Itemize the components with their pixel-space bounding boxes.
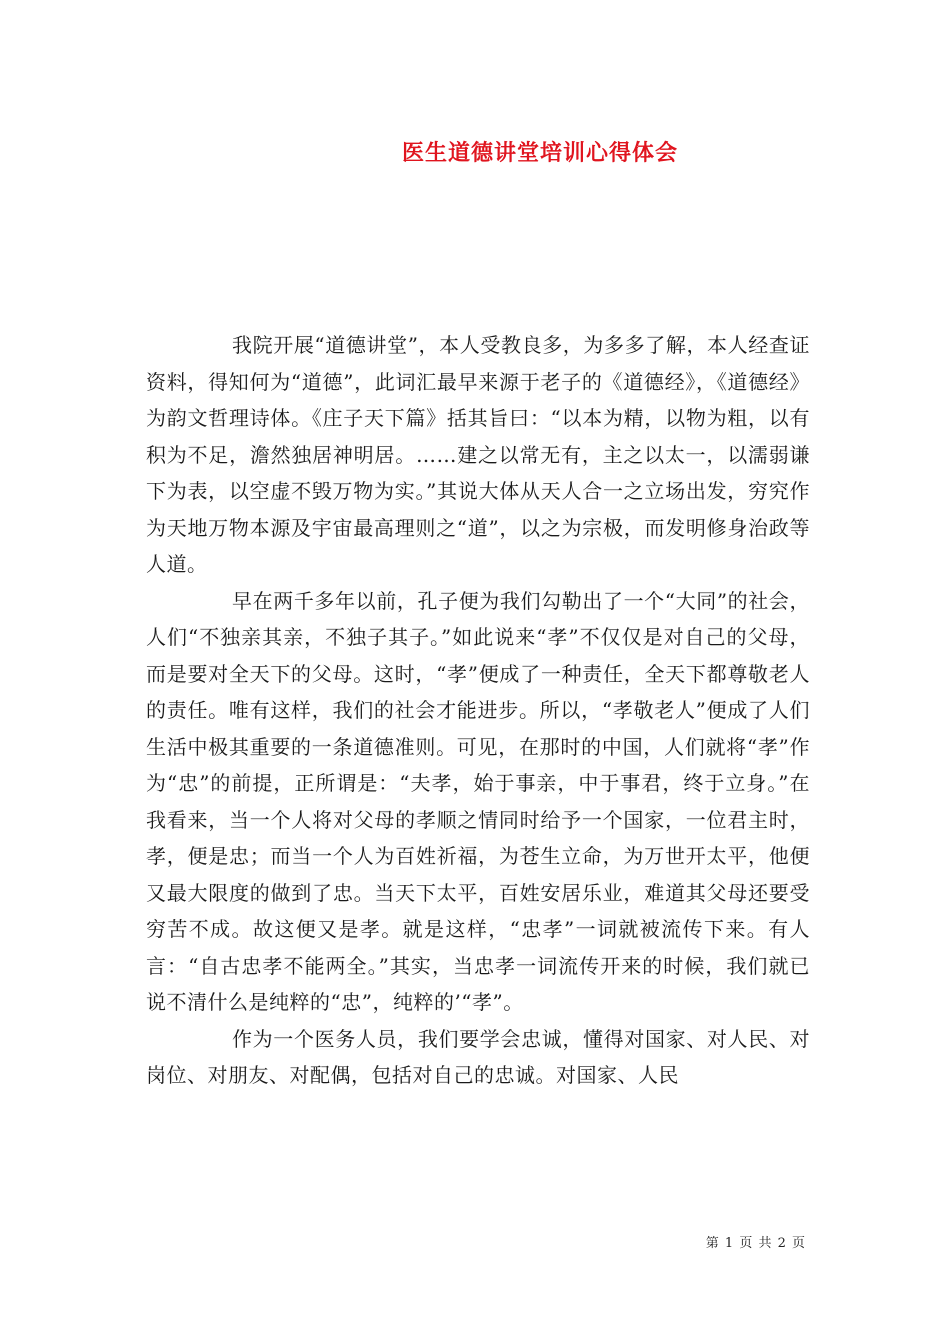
paragraph: 早在两千多年以前，孔子便为我们勾勒出了一个“大同”的社会，人们“不独亲其亲，不独子其子。”如此说来“孝”不仅仅是对自己的父母，而是要对全天下的父母。这时，“孝”便成了一种责任，全天下都尊敬老人的责任。唯有这样，我们的社会才能进步。所以，“孝敬老人”便成了人们生活中极其重要的一条道德准则。可见，在那时的中国，人们就将“孝”作为“忠”的前提，正所谓是：“夫孝，始于事亲，中于事君，终于立身。”在我看来，当一个人将对父母的孝顺之情同时给予一个国家，一位君主时，孝，便是忠；而当一个人为百姓祈福，为苍生立命，为万世开太平，他便又最大限度的做到了忠。当天下太平，百姓安居乐业，难道其父母还要受穷苦不成。故这便又是孝。就是这样，“忠孝”一词就被流传下来。有人言：“自古忠孝不能两全。”其实，当忠孝一词流传开来的时候，我们就已说不清什么是纯粹的“忠”，纯粹的’“孝”。	[146, 588, 810, 1014]
document-title: 医生道德讲堂培训心得体会	[401, 140, 678, 166]
page-number: 第 1 页 共 2 页	[705, 1236, 806, 1251]
paragraph: 我院开展“道德讲堂”，本人受教良多，为多多了解，本人经查证资料，得知何为“道德”，此词汇最早来源于老子的《道德经》，《道德经》为韵文哲理诗体。《庄子天下篇》括其旨曰：“以本为精，以物为粗，以有积为不足，澹然独居神明居。……建之以常无有，主之以太一，以濡弱谦下为表，以空虚不毁万物为实。”其说大体从天人合一之立场出发，穷究作为天地万物本源及宇宙最高理则之“道”，以之为宗极，而发明修身治政等人道。	[146, 333, 810, 576]
paragraph: 作为一个医务人员，我们要学会忠诚，懂得对国家、对人民、对岗位、对朋友、对配偶，包括对自己的忠诚。对国家、人民	[146, 1026, 810, 1087]
document-body	[146, 327, 810, 1094]
